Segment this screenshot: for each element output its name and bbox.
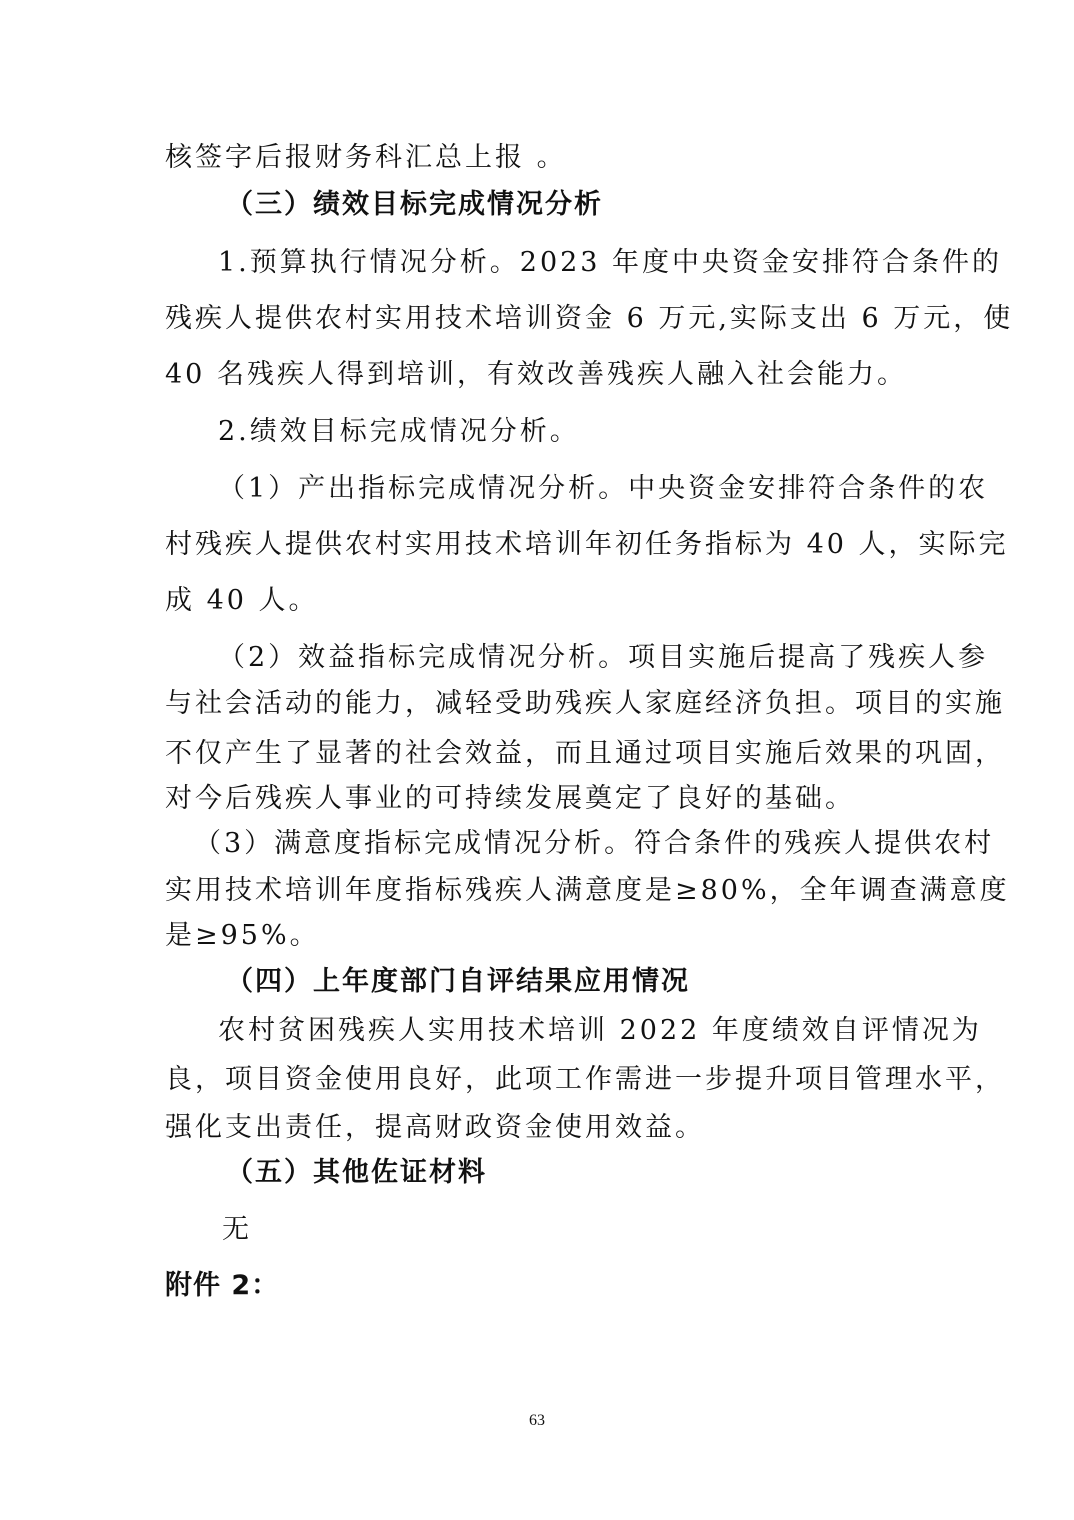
body-text-line: 核签字后报财务科汇总上报 。 (165, 142, 567, 173)
body-text-line: 农村贫困残疾人实用技术培训 2022 年度绩效自评情况为 (218, 1015, 982, 1046)
body-text-line: 1.预算执行情况分析。2023 年度中央资金安排符合条件的 (218, 247, 1003, 278)
body-text-line: 村残疾人提供农村实用技术培训年初任务指标为 40 人，实际完 (165, 529, 1009, 560)
page-number: 63 (529, 1412, 545, 1429)
body-text-line: 是≥95%。 (165, 920, 320, 951)
body-text-line: 不仅产生了显著的社会效益，而且通过项目实施后效果的巩固， (165, 738, 1005, 769)
body-text-line: （2）效益指标完成情况分析。项目实施后提高了残疾人参 (218, 642, 989, 673)
body-text-line: （1）产出指标完成情况分析。中央资金安排符合条件的农 (218, 473, 989, 504)
body-text-line: （3）满意度指标完成情况分析。符合条件的残疾人提供农村 (194, 828, 995, 859)
body-text-line: 40 名残疾人得到培训，有效改善残疾人融入社会能力。 (165, 359, 907, 390)
body-text-line: 强化支出责任，提高财政资金使用效益。 (165, 1112, 705, 1143)
body-text-line: 2.绩效目标完成情况分析。 (218, 416, 580, 447)
body-text-line: 无 (222, 1214, 252, 1245)
body-text-line: 实用技术培训年度指标残疾人满意度是≥80%，全年调查满意度 (165, 875, 1010, 906)
attachment-label: 附件 2： (165, 1270, 280, 1301)
section-heading: （五）其他佐证材料 (226, 1157, 487, 1188)
body-text-line: 成 40 人。 (165, 585, 319, 616)
body-text-line: 与社会活动的能力，减轻受助残疾人家庭经济负担。项目的实施 (165, 688, 1005, 719)
section-heading: （四）上年度部门自评结果应用情况 (226, 966, 690, 997)
section-heading: （三）绩效目标完成情况分析 (226, 189, 603, 220)
body-text-line: 残疾人提供农村实用技术培训资金 6 万元,实际支出 6 万元，使 (165, 303, 1014, 334)
body-text-line: 对今后残疾人事业的可持续发展奠定了良好的基础。 (165, 783, 855, 814)
body-text-line: 良，项目资金使用良好，此项工作需进一步提升项目管理水平， (165, 1064, 1005, 1095)
